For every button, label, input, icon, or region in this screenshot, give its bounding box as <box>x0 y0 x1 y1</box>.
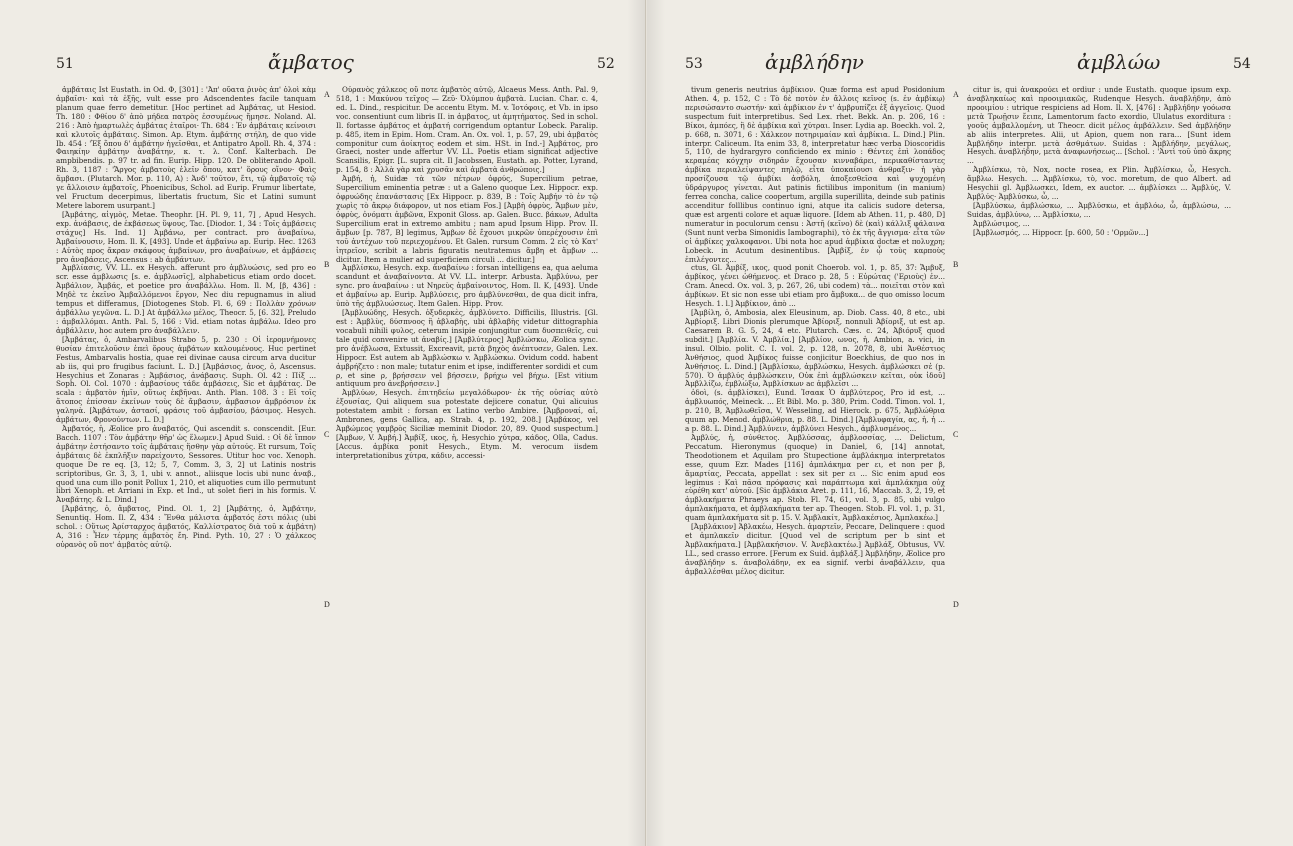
entry-paragraph: ctus, Gl. Ἀμβίξ, ικος, quod ponit Choerob. vol. 1, p. 85, 37: Ἄμβυξ, ἀμβίκος, γένει ὠθήμενος. et Draco p. 28, 5 : Εὐρώτας ('Εριοὺς) ἐν... Cram. Anecd. Ox. vol. 3, p. 267, 26, ubi codem) τὰ... ποιεῖται στὸν καὶ ἀμβίκων. Et sic non esse ubi etiam pro ἄμβυκα... de quo omisso locum Hesych. 1. l.] Ἀμβίκιον, ἀπὸ ... <box>685 263 945 309</box>
page-headword-left: ἀμβλήδην <box>765 50 864 74</box>
entry-paragraph: [Ἀμβλάκιον] Ἀβλακέω, Hesych. ἀμαρτεῖν, Peccare, Delinquere : quod et ἀμπλακεῖν dicitur. [Quod vel de scriptum per b sint et Ἀμβλακήματα.] [Ἀμβλακήσιον. V. Ἀνεβλακτέω.] Ἀμβλάξ, Obtusus, VV. LL., sed crasso errore. [Ferum ex Suid. ἀμβλάξ.] Ἀμβλήδην, Æolice pro ἀναβλήδην s. ἀναβολάδην, ex ea signif. verbi ἀναβάλλειν, qua ἀμβαλλέσθαι μέλος dicitur. <box>685 522 945 576</box>
left-page <box>0 0 646 846</box>
page-number-right: 54 <box>1233 56 1251 72</box>
right-page <box>647 0 1293 846</box>
left-page-header <box>0 50 645 78</box>
entry-paragraph: [Ἀμβίλη, ὁ, Ambosia, alex Eleusinum, ap. Diob. Cass. 40, 8 etc., ubi Ἀμβίοριξ. Libri Dionis plerumque Ἀβίοριξ, nonnuli Ἀβίοριξ, ut est ap. Caesarem B. G. 5, 24, 4 etc. Plutarch. Cæs. c. 24, Ἀβιόρυξ quod subdit.] [Ἀμβλία. V. Ἀμβλία.] [Ἀμβλίον, ωνος, ἡ, Ambion, a. vici, in insul. Olbio. polit. C. I. vol. 2, p. 128, n. 2078, 8, ubi Ἀνθέστιος Ἀνθήσιος, quod Ἀμβίκος fuisse conjicitur Boeckhius, de quo nos in Ἀνθήσιος. L. Dind.] [Ἀμβλίσκω, ἀμβλώσκω, Hesych. ἀμβλώσκει σἐ (p. 570). Ὁ ἀμβλύς ἀμβλώσκειν, Οὐκ ἐπὶ ἀμβλώσκειν κεῖται, οὐκ ἰδοῦ] Ἀμβλλίζω, ἐμβλώξω, Ἀμβλίσκων ac ἀμβλεῖσι ... <box>685 308 945 389</box>
left-page-column-a <box>56 86 316 838</box>
right-page-header <box>647 50 1293 78</box>
margin-marker-c: C <box>324 430 330 439</box>
entry-paragraph: tivum generis neutrius ἀμβίκιον. Quæ forma est apud Posidonium Athen. 4, p. 152, C : Τὸ δὲ ποτὸν ἐν ἄλλοις κεῖνος (s. ἐν ἀμβίκῳ) περισώσαντο σωστήν· καὶ ἀμβίκιον ἐν τ' ἀμβρυπίζει ἐξ ἀγγεῖοις. Quod suspectum fuit interpretibus. Sed Lex. rhet. Bekk. An. p. 206, 16 : Βίκοι, ἀμπόες, ἢ δὲ ἀμβίκια καὶ χύτραι. Inser. Lydia ap. Boeckh. vol. 2, p. 668, n. 3071, 6 : Χάλκεον ποτηριμαίαν καὶ ἀμβίκια. L. Dind.] Plin. interpr. Caliceum. Ita enim 33, 8, interpretatur hæc verba Dioscoridis 5, 110, de hydrargyro conficiendo ex minio : Θέντες ἐπὶ λοπάδος κεραμέας κόγχην σιδηρᾶν ἔχουσαν κινναβάρει, περικαθίσταντες ἀμβίκα περιαλείψαντες πηλῷ, εἶτα ὑποκαίουσι ἀνθραξιν· ἡ γὰρ προσίζουσα τῷ ἀμβίκι ἀσβόλη, ἀποξεσθεῖσα καὶ ψυχομένη ὑδράργυρος γίνεται. Aut patinis fictilibus imponitum (in manium) ferrea concha, calice coopertum, argilla superillita, deinde sub patinis accenditur folllibus continuo igni, atque ita calicis sudore detersa, quæ est argenti colore et aquæ liquore. [Idem ab Athen. 11, p. 480, D] numeratur in poculorum censu : Ἀστῆ (κεῖνο) δὲ (καὶ) κάλλιξ φάλαινα (Sunt nunt verba Simonidis Iambographi), τὸ ἐκ τῆς ἄγγισμα· εἶτα τῶν οἱ ἀμβίκες χαλκοφανοι. Ubi nota hoc apud ἀμβίκια doctæ et πολυχρη; Lobeck. in Acutum desinentibus. [Ἀμβίξ, ἐν ᾧ τοὺς καρποὺς ἐπιλέγοντες... <box>685 86 945 264</box>
entry-paragraph: ἀμβάταις Ist Eustath. in Od. Φ, [301] : 'Ἀπ' οὔατα ῥινὸς ἀπ' ὀλοὶ κὰμ ἀμβαῖσι· καὶ τὰ ἑξῆς, vult esse pro Adscendentes facile tanquam planum quae ferro demetitur. [Hoc pertinet ad Ἀμβάτας, ut Hesiod. Th. 180 : Φθίου δ' ἀπὸ μήδεα πατρὸς ἐσσυμένως ἤμησε. Noland. Al. 216 : Ἀπὸ ἡμαρτωλὲς ἀμβάτας ἑταῖροι· Th. 684 : Ἐν ἀμβάταις κείνοισι καὶ κλυτοῖς ἀμβάταις. Simon. Ap. Etym. ἀμβάτης στήλη, de quo vide Ib. 454 : 'Ἐξ ὅπου δ' ἀμβάτην ἡγεῖσθαι, et Antipatro Apoll. Rh. 4, 374 : Φαιηκίην ἀμβάτην ἀναβάτην, κ. τ. λ. Conf. Kalterbach. De ampbibendis. p. 97 tr. ad fin. Eurip. Hipp. 120. De obliterando Apoll. Rh. 3, 1187 : 'Ἄργος ἀμβατοὺς ἐλεῖν ὅπου, κατ' ὅρους οἴνον· Φαὶς ἄμβασι. (Plutarch. Mor. p. 110, A) : Ἀνδ' τοῦτον, ἔτι, τῷ ἀμβατοῖς τῷ γε ἄλλοισιν ἀμβατοῖς, Phoenicibus, Schol. ad Eurip. Frumur libertate, vel Fructum decerpimus, libertatis fructum, Sic et Latini sumunt Metere laborem usurpant.] <box>56 86 316 210</box>
gutter-shadow <box>647 0 665 846</box>
entry-paragraph: ὀδοὶ, (s. ἀμβλίσκει), Eund. Ἰσαακ Ὁ ἀμβλύτερος, Pro id est, ... ἀμβλυωπός, Meineck. ... Et Bibl. Mo. p. 380, Prim. Codd. Timon. vol. 1, p. 210, Β, Ἀμβλωθεῖσα, V. Wesseling, ad Hierock. p. 675, Ἀμβλώθρια quum ap. Menod. ἀμβλώθρια, p. 88. L. Dind.] [Ἀμβλυφαγία, ας, ἡ, ἡ ... a p. 88. L. Dind.] Ἀμβλύνειν, ἀμβλύνει Hesych., ἀμβλυσμένος... <box>685 388 945 434</box>
entry-paragraph: [Ἀμβάτης, αἰγμὸς, Metae. Theophr. [H. Pl. 9, 11, 7] , Apud Hesych. exp. ἀνάβασις, de ἐκβάσεως ὕψους, Tac. [Diodor. 1, 34 : Τοῖς ἀμβάσεις στάχυς] Hs. Ind. 1] Ἀμβάνω, per contract. pro ἀναβαίνω, Ἀμβαίνουσιν, Hom. Il. K, [493]. Unde et ἀμβαίνω ap. Eurip. Hec. 1263 : Αὐτὸς προς ἄκραν σκάφους ἀμβαίνων, pro ἀναβαίνων, et ἀμβάσεις pro ἀναβάσεις, Ascensus : ab ἀμβάντων. <box>56 209 316 264</box>
entry-paragraph: [Ἀμβλύσκω, ἀμβλώσκω, ... Ἀμβλύσκω, et ἀμβλόω, ὦ, ἀμβλώσω, ... Suidas, ἀμβλύνω, ... Ἀμβλίσκω, ... <box>967 200 1231 219</box>
margin-marker-b: B <box>953 260 959 269</box>
page-number-left: 53 <box>685 56 703 72</box>
margin-marker-d: D <box>953 600 959 609</box>
entry-paragraph: Ἀμβή, ἡ, Suidæ τὰ τῶν πέτρων ὀφρύς, Supercilium petrae, Supercilium eminentia petræ : ut a Galeno quoque Lex. Hippocr. exp. ὀφρυώδης ἐπανάστασις [Ex Hippocr. p. 839, B : Τοῖς Ἀμβήν τὸ ἐν τῷ χωρὶς τὸ ἄκρῳ διάφορον, ut nos etiam Fos.] [Ἀμβὴ ὀφρὺς, Ἄμβων μὲν, ὀφρὺς, ὀνόματι ἀμβῶνα, Exponit Gloss. ap. Galen. Bucc. βάκων, Adulta Supercilium erat in extremo ambitu ; nam apud Ipsum Hipp. Prov. II. ἄμβων [p. 787, B] legimus, Ἄμβων δὲ ἔχουσι μικρῶν ὑπερέχουσιν ἐπὶ τοῦ ἀντέχων τοῦ περιεχομένου. Et Galen. rursum Comm. 2 εἰς τὸ Κατ' ἰητρεῖον, scribit a labris figuratis neutratemus ἄμβη et ἄμβων ... dicitur. Item a mulier ad superficiem circuli ... dicitur.] <box>336 174 598 264</box>
gutter-shadow <box>627 0 645 846</box>
margin-marker-d: D <box>324 600 330 609</box>
entry-paragraph: [Ἀμβλυώδης, Hesych. ὀξυδερκὲς, ἀμβλύνετο. Difficilis, Illustris. [Gl. est : Ἀμβλὺς, δύσπνοος ἢ ἀβλαβὴς, ubi ἀβλαβὴς videtur dittographia vocabuli nihili φυλος, ceterum insipie conjungitur cum δυσπειθεῖς, cui tale quid convenire ut ἀναβίς.] [Ἀμβλύτερος] Ἀμβλώσκω, Æolica sync. pro ἀνέβλωσα, Extussit, Excreavit, μετὰ βηχὸς ἀνέπτυσεν, Galen. Lex. Hippocr. Est autem ab Ἀμβλώσκω v. Ἀμβλώσκω. Ovidum codd. habent ἀμβρήζετο : non male; tutatur enim et ipse, indifferenter sordidi et cum ρ, et sine ρ, βρήσσειν vel βήσσειν, βρήχω vel βήχω. [Est vitium antiquum pro ἀνεβρήσσειν.] <box>336 308 598 389</box>
margin-marker-c: C <box>953 430 959 439</box>
margin-marker-a: A <box>324 90 330 99</box>
page-number-right: 52 <box>597 56 615 72</box>
entry-paragraph: citur is, qui ἀνακρούει et ordiur : unde Eustath. quoque ipsum exp. ἀναβληκαίως καὶ προοιμιακῶς, Rudenque Hesych. ἀναβλήδην, ἀπὸ προοιμίου : utrique respiciens ad Hom. Il. X, [476] : Ἀμβλήδην γοόωσα μετὰ Τρωῇσιν ἔειπε, Lamentorum facto exordio, Ululatus exorditura : γοοῦς ἀμβαλλομένη, ut Theocr. dicit μέλος ἀμβάλλειν. Sed ἀμβλήδην ab aliis interpretes. Alii, ut Apion, quem non rara... [Sunt idem Ἀμβλήδην interpr. μετὰ ἀσθμάτων. Suidas : Ἀμβλήδην, μεγάλως, Hesych. ἀναβλήδην, μετὰ ἀναφωνήσεως... [Schol. : 'Ἀντὶ τοῦ ὑπὸ ἄκρης ... <box>967 86 1231 166</box>
right-page-column-b <box>967 86 1231 838</box>
entry-paragraph: [Ἀμβλωσμός, ... Hippocr. [p. 600, 50 : 'Ορμῶν...] <box>973 227 1149 237</box>
page-headword: ἄμβατος <box>268 50 354 74</box>
entry-paragraph: Οὐρανὸς χάλκεος οὔ ποτε ἀμβατὸς αὐτῷ, Alcaeus Mess. Anth. Pal. 9, 518, 1 : Μακύνου τεῖχος — Ζεῦ· Ὀλύμπου ἀμβατὰ. Lucian. Char. c. 4, ed. L. Dind., respicitur. De accentu Etym. M. v. Ἰοτόφοις, et Vb. in ipso voc. consentiunt cum libris II. in ἀμβατος, ut ἀμητήματος. Sed in schol. Il. fortasse ἀμβάτος et ἀμβατή corrigendum optantur Lobeck. Paralip. p. 485, item in Epim. Hom. Cram. An. Ox. vol. 1, p. 57, 29, ubi ἀμβατὸς componitur cum ἀοίκητος eodem et sim. HSt. in Ind.-] Ἀμβάτος, pro Graeci, noster unde affertur VV. LL. Poetis etiam significat adjective Scansilis, Epigr. [L. supra cit. Il Jacobssen, Eustath. ap. Potter, Lyrand, p. 154, 8 : Ἀλλὰ γὰρ καὶ χρυσᾶν καὶ ἀμβατὰ ἀνθρώποις.] <box>336 86 598 175</box>
left-page-column-b <box>336 86 598 838</box>
page-headword-right: ἀμβλώω <box>1077 50 1161 74</box>
entry-paragraph: Ἀμβλίσκω, Hesych. exp. ἀναβαίνω : forsan intelligens ea, qua aeluma scandunt et ἀναβαίνοντα. At VV. LL. interpr. Arbusta. Ἀμβλύνω, per sync. pro ἀναβαίνω : ut Νηρεὺς ἀμβαίνοιντος, Hom. Il. K, [493]. Unde et ἀμβαίνω ap. Eurip. Ἀμβλύσεις, pro ἀμβλύνεσθαι, de qua dicit infra, ὑπὸ τῆς ἀμβλυώσεως. Item Galen. Hipp. Prov. <box>336 263 598 309</box>
right-page-column-a <box>685 86 945 838</box>
entry-paragraph: Ἀμβλύς, ἡ, σύνθετος. Ἀμβλύσσας, ἀμβλοσσίας, ... Delictum, Peccatum. Hieronymus (quoque) in Daniel, 6, [14] annotat, Theodotionem et Aquilam pro Stupectione ἀμβλάκημα interpretatos esse, quum Ezr. Mades [116] ἀμπλάκημα per ει, et non per β, ἄμαρτίας, Peccata, appellat : sex sit per ει ... Sic enim apud eos legimus : Καὶ πᾶσα πρόφασις καὶ παράπτωμα καὶ ἀμπλάκημα οὐχ εὑρέθη κατ' αὐτοῦ. [Sic ἀμβλάκια Aret. p. 111, 16, Maccab. 3, 2, 19, et ἀμβλακήματα Phraeys ap. Stob. Fl. 74, 61, vol. 3, p. 85, ubi vulgo ἀμπλακήματα, et ἀμβλακήματα ter ap. Theogen. Stob. Fl. vol. 1, p. 31, quam ἀμπλακήματα sit p. 15. V. Ἀμβλακίτ, Ἀμβλακέσιος, Ἀμπλακέω.] <box>685 432 945 523</box>
entry-paragraph: Ἀμβλώσιμος, ... <box>973 218 1030 228</box>
margin-marker-a: A <box>953 90 959 99</box>
entry-paragraph: [Ἀμβάτας, ὁ, Ambarvalibus Strabo 5, p. 230 : Οἱ ἱερομνήμονες θυσίαν ἐπιτελοῦσιν ἐπεὶ ὅρους ἀμβάτων καλουμένους. Huc pertinet Festus, Ambarvalis hostia, quae rei divinae causa circum arva ducitur ab iis, qui pro frugibus faciunt. L. D.] [Ἀμβάσιος, ἀνος, ὁ, Ascensus. Hesychius et Zonaras : Ἀμβάσιος, ἀνάβασις. Suph. Ol. 42 : Πίξ ... Soph. Ol. Col. 1070 : ἀμβασίους τάδε ἀμβάσεις, Sic et ἀμβάτας. De scala : ἀμβατὸν ἡμῖν, οὕτως ἐκβῆναι. Anth. Plan. 108. 3 : Εἰ τοῖς ἄτοπος ἐπίσσαν ἐκείνων τοὺς δὲ ἄμβασιν, ἀμβασιον ἀμβρόσιον ἐκ γαληνὰ. [Ἀμβάτων, ἀστασί, φράσις τοῦ ἀμβασίου, βάσιμος. Hesych. ἀμβάτων, Φρονούντων. L. D.] <box>56 334 316 425</box>
entry-paragraph: Ἀμβλύων, Hesych. ἐπιτηδείω μεγαλόδωρον· ἐκ τῆς οὐσίας αὐτὸ ἐξουσίας, Qui aliquem sua potestate dejicere conatur, Qui alicuius potestatem ambit : forsan ex Latino verbo Ambire. [Ἀμβροναί, αἱ, Ambrones, gens Gallica, ap. Strab. 4, p. 192, 208.] [Ἀμβάκος, vel Ἀμβώμεος γαμβρὸς Siciliæ meminit Diodor. 20, 89. Quod suspectum.] [Ἀμβων, V. Ἀμβή.] Ἀμβίξ, ικος, ἡ, Hesychio χύτρα, κάδος, Olla, Cadus. [Accus. ἀμβίκα ponit Hesych., Etym. M. verocum iisdem interpretationibus χύτρα, κάδιν, accessi- <box>336 388 598 460</box>
entry-paragraph: Ἀμβλίσκω, τὸ, Nox, nocte rosea, ex Plin. Ἀμβλίσκω, ὦ, Hesych. ἄμβλω. Hesych. ... Ἀμβλίσκω, τὸ, voc. moretum, de quo Albert. ad Hesychii gl. Ἀμβλωσκει, Idem, ex auctor. ... ἀμβλίσκει ... Ἀμβλύς, V. Ἀμβλύς· Ἀμβλύσκω, ὦ, ... <box>967 165 1231 202</box>
entry-paragraph: Ἀμβατός, ἡ, Æolice pro ἀναβατός, Qui ascendit s. conscendit. [Eur. Bacch. 1107 : Τὸν ἀμβάτην θῆρ' ὡς ἕλωμεν.] Apud Suid. : Οἱ δὲ ἵππον ἀμβάτην ἐστήσαντο τοῖς ἀμβάταις ἥσθην γὰρ αὐτούς. Et rursum, Τοῖς ἀμβάταις δὲ ἐκπλῆξιν παρείχοντο, Sessores. Utitur hoc voc. Xenoph. quoque De re eq. [3, 12; 5, 7, Comm. 3, 3, 2] ut Latinis nostris scriptoribus, Gr. 3, 3, 1, ubi v. annot., aliisque locis ubi nunc ἀναβ., quod una cum illo ponit Pollux 1, 210, et aliquoties cum illo permutunt libri Xenoph. et Arriani in Exp. et Ind., ut solet fieri in his formis. V. Ἀναβάτης. & L. Dind.] <box>56 424 316 505</box>
margin-marker-b: B <box>324 260 330 269</box>
page-number-left: 51 <box>56 56 74 72</box>
entry-paragraph: [Ἀμβάτης, ὁ, ἄμβατος, Pind. Ol. 1, 2] [Ἀμβάτης, ὁ, Ἀμβάτην, Senuntiq. Hom. Il. Z, 434 : Ἔνθα μάλιστα ἀμβατός ἐστι πόλις (ubi schol. : Οὕτως Ἀρίσταρχος ἀμβατός, Καλλίστρατος διὰ τοῦ κ ἀμβάτη) Α, 316 : Ἦεν τέρμης ἀμβατὸς ἔη. Pind. Pyth. 10, 27 : Ὁ χάλκεος οὐρανὸς οὔ ποτ' ἀμβατὸς αὐτῷ. <box>56 504 316 550</box>
entry-paragraph: Ἀμβλίασις, VV. LL. ex Hesych. afferunt pro ἀμβλυώσις, sed pro eo scr. esse ἀμβλωσις [s. e. ἀμβλωσῖς], alphabeticus etiam ordo docet. Ἀμβάλιον, Ἀμβάς, et poetice pro ἀναβάλλω. Hom. Il. M, [β, 436] : Μηδὲ τε ἐκεῖνο Ἀμβαλλόμενοι ἔργον, Nec diu repugnamus in aliud tempus et differamus, [Diotogenes Stob. Fl. 6, 69 : Πολλὰν χρόνων ἀμβάλλω γεγῶνα. L. D.] At ἀμβάλλω μέλος, Theocr. 5, [6. 32], Preludo : ἀμβαλλόμαι. Anth. Pal. 5, 166 : Vid. etiam notas ἀμβάλω. Ideo pro ἀμβάλλειν, hoc autem pro ἀναβάλλειν. <box>56 263 316 335</box>
